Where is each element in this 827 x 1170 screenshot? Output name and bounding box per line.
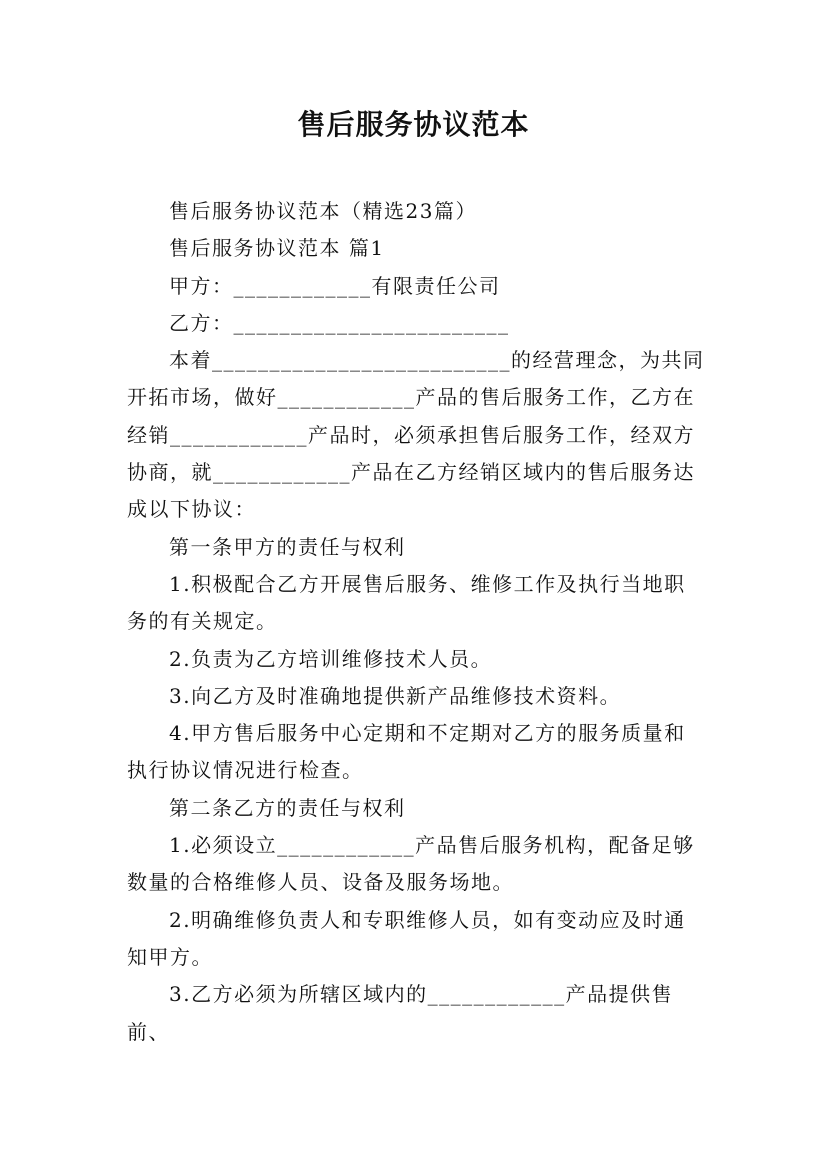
document-title: 售后服务协议范本 bbox=[297, 108, 530, 141]
clause-item: 1.必须设立____________产品售后服务机构，配备足够数量的合格维修人员、设备及服务场地。 bbox=[127, 833, 695, 895]
clause-item: 3.向乙方及时准确地提供新产品维修技术资料。 bbox=[169, 683, 622, 708]
document-body bbox=[127, 193, 705, 1051]
section-heading: 第一条甲方的责任与权利 bbox=[169, 534, 406, 559]
clause-item: 1.积极配合乙方开展售后服务、维修工作及执行当地职务的有关规定。 bbox=[127, 571, 686, 634]
section-heading: 第二条乙方的责任与权利 bbox=[169, 795, 406, 820]
clause-item: 2.负责为乙方培训维修技术人员。 bbox=[169, 646, 493, 671]
party-b-line: 乙方：________________________ bbox=[169, 310, 510, 335]
paragraph: 售后服务协议范本 篇1 bbox=[169, 236, 385, 261]
clause-item: 2.明确维修负责人和专职维修人员，如有变动应及时通知甲方。 bbox=[127, 907, 686, 969]
party-a-line: 甲方：____________有限责任公司 bbox=[169, 273, 501, 298]
clause-item: 3.乙方必须为所辖区域内的____________产品提供售前、 bbox=[127, 982, 674, 1044]
paragraph: 本着__________________________的经营理念，为共同开拓市场，做好____________产品的售后服务工作，乙方在经销____________产品时，必须承担售后服务工作，经双方协商，就____________产品在乙方经销区域内的售后服务达成以下协议： bbox=[127, 348, 705, 522]
paragraph: 售后服务协议范本（精选23篇） bbox=[169, 199, 477, 223]
clause-item: 4.甲方售后服务中心定期和不定期对乙方的服务质量和执行协议情况进行检查。 bbox=[127, 721, 686, 783]
